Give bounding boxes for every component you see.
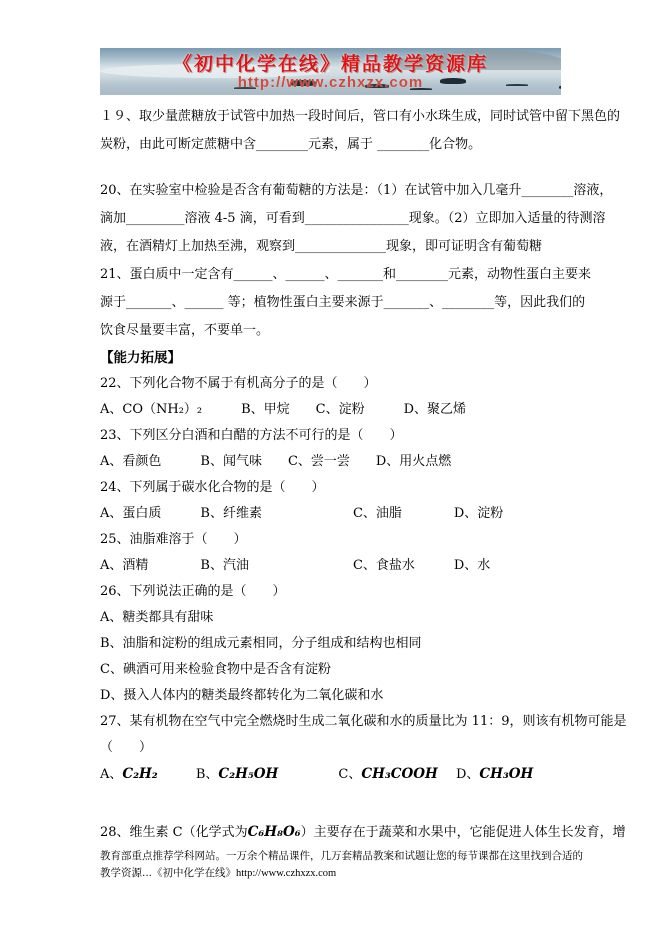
option-a-label: A、 <box>100 767 123 782</box>
option-d-formula: CH₃OH <box>479 766 534 782</box>
question-25-stem: 25、油脂难溶于（ ） <box>100 532 247 547</box>
question-20-line2: 滴加_________溶液 4-5 滴，可看到________________现象。（2）立即加入适量的待测溶 <box>100 211 606 226</box>
question-19-line1: １９、取少量蔗糖放于试管中加热一段时间后，管口有小水珠生成，同时试管中留下黑色的 <box>100 109 621 124</box>
question-27-option-b <box>196 761 278 788</box>
question-28-prefix: 28、维生素 C（化学式为 <box>100 825 248 840</box>
question-21-line1: 21、蛋白质中一定含有______、______、_______和________元素，动物性蛋白主要来 <box>100 267 592 282</box>
question-21-line3: 饮食尽量要丰富，不要单一。 <box>100 323 270 338</box>
option-a-formula: C₂H₂ <box>122 766 158 782</box>
question-26-stem: 26、下列说法正确的是（ ） <box>100 584 286 599</box>
footer-line1: 教育部重点推荐学科网站。一万余个精品课件，几万套精品教案和试题让您的每节课都在这里找到合适的 <box>100 850 583 862</box>
footer-line2-text: 教学资源...《初中化学在线》 <box>100 867 237 879</box>
worksheet-content <box>100 103 627 846</box>
footer-site-url: http://www.czhxzx.com <box>236 868 337 879</box>
option-b-label: B、 <box>195 767 219 782</box>
option-c-formula: CH₃COOH <box>361 766 438 782</box>
question-25 <box>100 527 565 579</box>
question-28-formula: C₆H₈O₆ <box>247 824 301 840</box>
question-22 <box>100 371 565 423</box>
page-footer <box>100 848 583 882</box>
question-20-line1: 20、在实验室中检验是否含有葡萄糖的方法是：（1）在试管中加入几毫升________溶液， <box>100 183 613 198</box>
question-22-options: A、CO（NH₂）₂ B、甲烷 C、淀粉 D、聚乙烯 <box>100 402 467 417</box>
option-b-formula: C₂H₅OH <box>218 766 279 782</box>
question-27-option-d <box>456 761 533 788</box>
question-26-option-b: B、油脂和淀粉的组成元素相同，分子组成和结构也相同 <box>100 636 422 651</box>
question-27 <box>100 709 627 788</box>
question-28-suffix: ）主要存在于蔬菜和水果中，它能促进人体生长发育，增 <box>300 825 626 840</box>
question-19 <box>100 103 621 159</box>
question-27-line1: 27、某有机物在空气中完全燃烧时生成二氧化碳和水的质量比为 11：9，则该有机物可能是 <box>100 714 627 729</box>
option-d-label: D、 <box>455 767 480 782</box>
question-21-line2: 源于_______、______ 等；植物性蛋白主要来源于_______、________等，因此我们的 <box>100 295 586 310</box>
question-23-options: A、看颜色 B、闻气味 C、尝一尝 D、用火点燃 <box>100 454 452 469</box>
site-banner <box>100 48 561 95</box>
question-26-option-d: D、摄入人体内的糖类最终都转化为二氧化碳和水 <box>100 688 384 703</box>
question-19-line2: 炭粉，由此可断定蔗糖中含________元素，属于 ________化合物。 <box>100 137 482 152</box>
question-27-line2: （ ） <box>100 740 153 755</box>
question-26 <box>100 579 565 709</box>
question-28 <box>100 819 626 846</box>
question-20 <box>100 177 613 261</box>
banner-title: 《初中化学在线》精品教学资源库 <box>172 53 488 75</box>
footer-line2 <box>100 865 570 882</box>
question-28-line1 <box>100 819 626 846</box>
question-23-stem: 23、下列区分白酒和白醋的方法不可行的是（ ） <box>100 428 403 443</box>
section-heading: 【能力拓展】 <box>100 350 181 366</box>
question-21 <box>100 261 592 345</box>
banner-url: http://www.czhxzx.com <box>237 74 424 91</box>
question-23 <box>100 423 565 475</box>
question-27-option-c <box>338 761 437 788</box>
question-24-stem: 24、下列属于碳水化合物的是（ ） <box>100 480 325 495</box>
option-c-label: C、 <box>338 767 362 782</box>
question-22-stem: 22、下列化合物不属于有机高分子的是（ ） <box>100 376 377 391</box>
question-25-options: A、酒精 B、汽油 C、食盐水 D、水 <box>100 558 491 573</box>
question-27-options <box>100 761 565 788</box>
question-24-options: A、蛋白质 B、纤维素 C、油脂 D、淀粉 <box>100 506 504 521</box>
question-26-option-c: C、碘酒可用来检验食物中是否含有淀粉 <box>100 662 331 677</box>
question-26-option-a: A、糖类都具有甜味 <box>100 610 214 625</box>
question-20-line3: 液，在酒精灯上加热至沸，观察到______________现象，即可证明含有葡萄糖 <box>100 239 543 254</box>
question-24 <box>100 475 565 527</box>
question-27-option-a <box>100 761 158 788</box>
